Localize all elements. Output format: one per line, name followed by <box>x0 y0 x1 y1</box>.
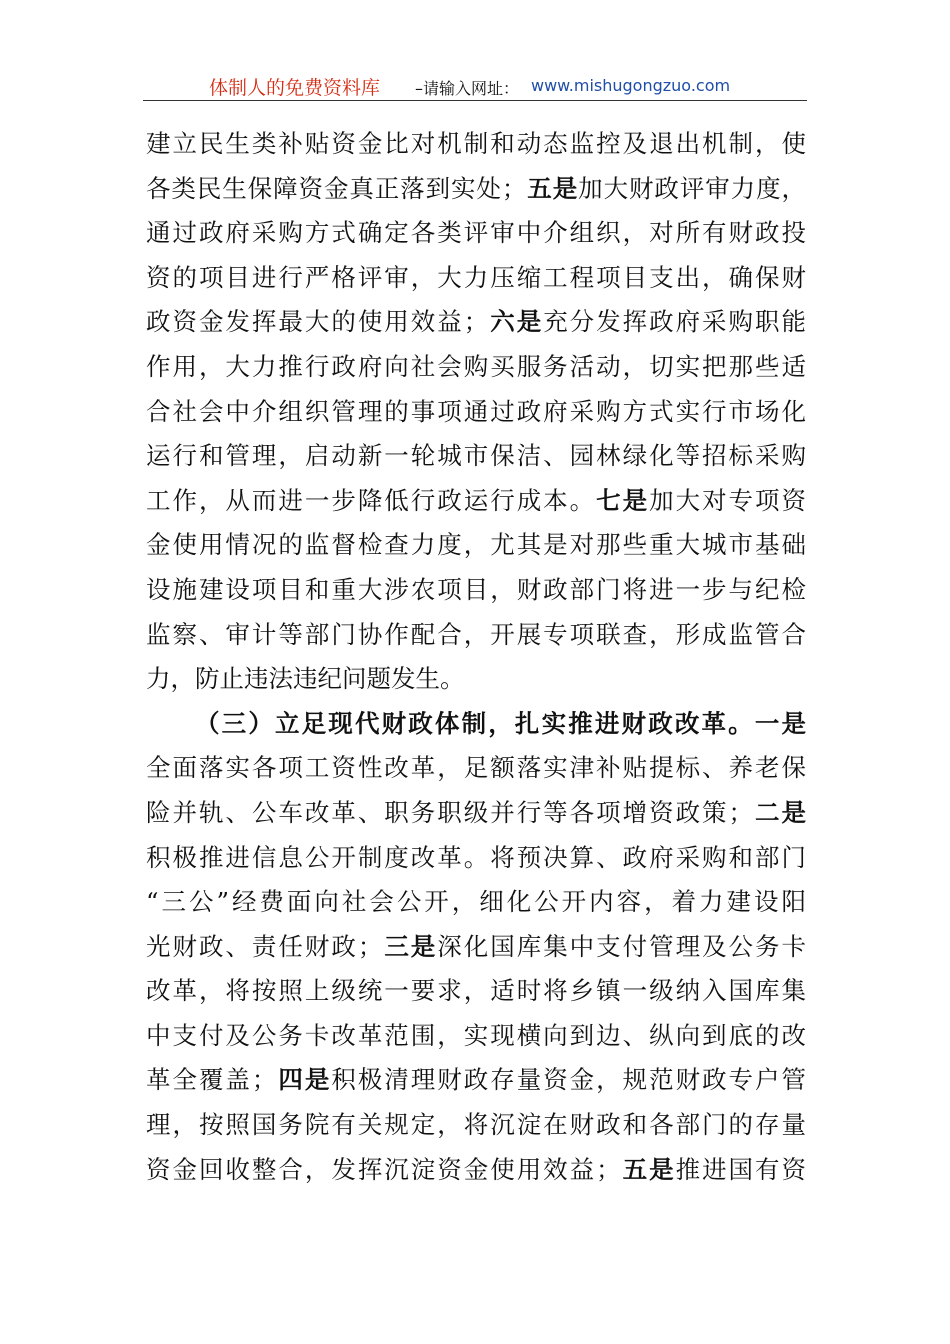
emphasis: 五是 <box>620 1154 676 1184</box>
header-prompt: –请输入网址： <box>415 79 520 98</box>
body-text <box>146 122 806 1192</box>
text-line: 通过政府采购方式确定各类评审中介组织，对所有财政投 <box>146 218 806 248</box>
text-line: 政资金发挥最大的使用效益；六是充分发挥政府采购职能 <box>146 307 806 337</box>
text-line: 全面落实各项工资性改革，足额落实津补贴提标、养老保 <box>146 753 806 783</box>
text-line: 理，按照国务院有关规定，将沉淀在财政和各部门的存量 <box>146 1110 806 1140</box>
text-line: 设施建设项目和重大涉农项目，财政部门将进一步与纪检 <box>146 574 806 604</box>
text-line: 光财政、责任财政；三是深化国库集中支付管理及公务卡 <box>146 931 807 961</box>
emphasis: 四是 <box>276 1065 332 1095</box>
text-line: 各类民生保障资金真正落到实处；五是加大财政评审力度， <box>146 173 807 203</box>
header-site-name: 体制人的免费资料库 <box>209 77 381 99</box>
emphasis: 二是 <box>753 797 807 827</box>
text-line: 改革，将按照上级统一要求，适时将乡镇一级纳入国库集 <box>146 976 806 1006</box>
emphasis: 五是 <box>526 173 579 203</box>
heading-text: （三）立足现代财政体制，扎实推进财政改革。一是 <box>195 708 806 738</box>
text-line: “三公”经费面向社会公开，细化公开内容，着力建设阳 <box>146 887 806 917</box>
text-line: 积极推进信息公开制度改革。将预决算、政府采购和部门 <box>146 842 806 872</box>
text-line: 监察、审计等部门协作配合，开展专项联查，形成监管合 <box>146 619 806 649</box>
text-line: 资金回收整合，发挥沉淀资金使用效益；五是推进国有资 <box>146 1154 807 1184</box>
text-line: 中支付及公务卡改革范围，实现横向到边、纵向到底的改 <box>146 1020 806 1050</box>
page-header <box>143 72 807 101</box>
text-line: 金使用情况的监督检查力度，尤其是对那些重大城市基础 <box>146 530 806 560</box>
text-line: 工作，从而进一步降低行政运行成本。七是加大对专项资 <box>146 485 807 515</box>
text-line: 运行和管理，启动新一轮城市保洁、园林绿化等招标采购 <box>146 441 806 471</box>
header-url-link[interactable]: www.mishugongzuo.com <box>531 76 731 95</box>
section-heading <box>146 702 806 747</box>
emphasis: 三是 <box>382 931 438 961</box>
text-line: 革全覆盖；四是积极清理财政存量资金，规范财政专户管 <box>146 1065 807 1095</box>
text-line: 合社会中介组织管理的事项通过政府采购方式实行市场化 <box>146 396 806 426</box>
emphasis: 七是 <box>596 485 650 515</box>
text-line: 力，防止违法违纪问题发生。 <box>146 664 465 694</box>
text-line: 建立民生类补贴资金比对机制和动态监控及退出机制，使 <box>146 129 806 158</box>
emphasis: 六是 <box>488 307 544 337</box>
text-line: 资的项目进行严格评审，大力压缩工程项目支出，确保财 <box>146 262 806 292</box>
text-line: 作用，大力推行政府向社会购买服务活动，切实把那些适 <box>146 351 806 381</box>
text-line: 险并轨、公车改革、职务职级并行等各项增资政策；二是 <box>146 797 807 827</box>
